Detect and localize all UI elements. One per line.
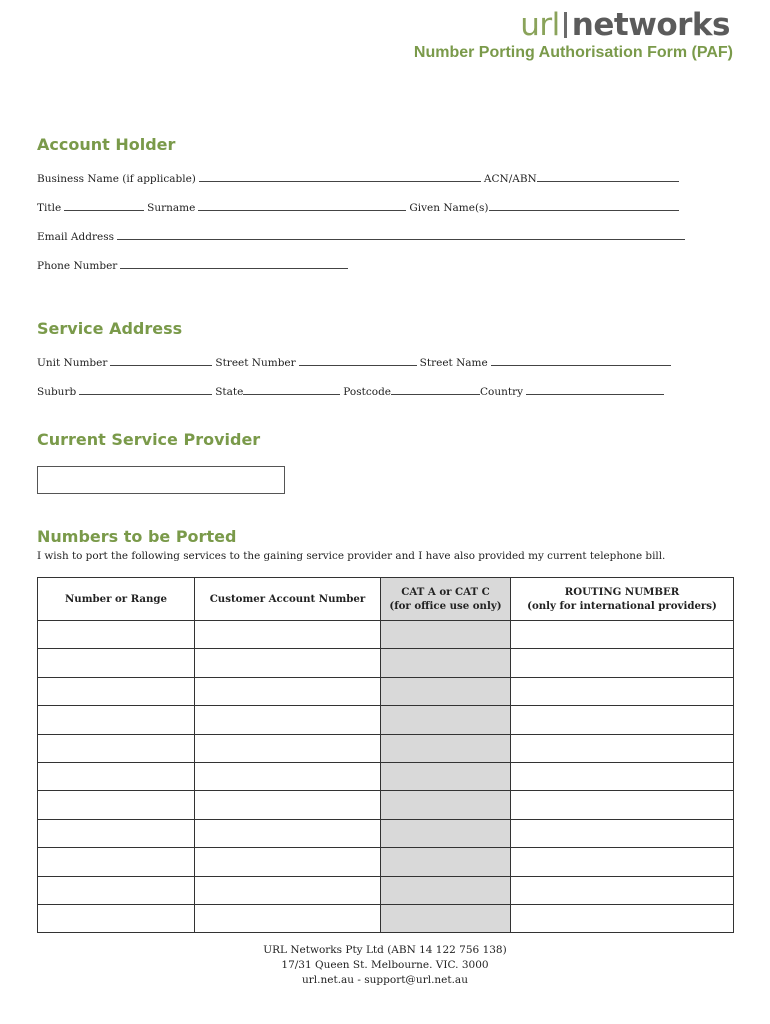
phone-row: [37, 259, 351, 272]
cat-cell: [381, 677, 511, 705]
col-routing-number-sublabel: (only for international providers): [527, 600, 717, 612]
customer-account-number-cell[interactable]: [195, 734, 381, 762]
cat-cell: [381, 791, 511, 819]
col-number-or-range: [38, 578, 195, 621]
country-field[interactable]: [526, 385, 664, 395]
number-or-range-cell[interactable]: [38, 649, 195, 677]
footer: [0, 943, 770, 988]
locality-row: [37, 385, 667, 398]
table-row: [38, 819, 734, 847]
numbers-table: [37, 577, 734, 933]
phone-field[interactable]: [120, 259, 348, 269]
number-or-range-cell[interactable]: [38, 621, 195, 649]
col-customer-account-number: [195, 578, 381, 621]
col-customer-account-number-label: Customer Account Number: [209, 593, 366, 605]
suburb-field[interactable]: [79, 385, 212, 395]
table-row: [38, 621, 734, 649]
current-provider-field[interactable]: [37, 466, 285, 494]
state-field[interactable]: [243, 385, 340, 395]
form-title: Number Porting Authorisation Form (PAF): [413, 44, 733, 61]
number-or-range-cell[interactable]: [38, 848, 195, 876]
number-or-range-cell[interactable]: [38, 819, 195, 847]
table-row: [38, 904, 734, 932]
porting-intro-text: I wish to port the following services to the gaining service provider and I have also provided my current telephone bill.: [37, 550, 666, 562]
customer-account-number-cell[interactable]: [195, 649, 381, 677]
street-name-field[interactable]: [491, 356, 671, 366]
table-row: [38, 848, 734, 876]
acn-abn-label: ACN/ABN: [483, 173, 537, 185]
routing-number-cell[interactable]: [511, 762, 734, 790]
cat-cell: [381, 848, 511, 876]
number-or-range-cell[interactable]: [38, 762, 195, 790]
customer-account-number-cell[interactable]: [195, 848, 381, 876]
name-row: [37, 201, 682, 214]
current-provider-heading: Current Service Provider: [37, 430, 261, 449]
routing-number-cell[interactable]: [511, 677, 734, 705]
unit-number-label: Unit Number: [37, 357, 108, 369]
cat-cell: [381, 649, 511, 677]
col-cat: [381, 578, 511, 621]
routing-number-cell[interactable]: [511, 621, 734, 649]
cat-cell: [381, 621, 511, 649]
routing-number-cell[interactable]: [511, 819, 734, 847]
customer-account-number-cell[interactable]: [195, 904, 381, 932]
street-row: [37, 356, 674, 369]
cat-cell: [381, 762, 511, 790]
routing-number-cell[interactable]: [511, 734, 734, 762]
email-label: Email Address: [37, 231, 114, 243]
state-label: State: [215, 386, 244, 398]
cat-cell: [381, 706, 511, 734]
logo-divider: [564, 12, 567, 38]
surname-label: Surname: [147, 202, 196, 214]
table-row: [38, 876, 734, 904]
business-name-row: [37, 172, 682, 185]
footer-address-line: 17/31 Queen St. Melbourne. VIC. 3000: [281, 959, 489, 971]
table-row: [38, 649, 734, 677]
country-label: Country: [480, 386, 524, 398]
postcode-label: Postcode: [343, 386, 392, 398]
surname-field[interactable]: [198, 201, 406, 211]
customer-account-number-cell[interactable]: [195, 819, 381, 847]
given-names-label: Given Name(s): [409, 202, 489, 214]
footer-contact-line: url.net.au - support@url.net.au: [302, 974, 468, 986]
postcode-field[interactable]: [391, 385, 480, 395]
col-routing-number-label: ROUTING NUMBER: [564, 586, 680, 598]
business-name-label: Business Name (if applicable): [37, 173, 196, 185]
col-routing-number: [511, 578, 734, 621]
table-row: [38, 791, 734, 819]
routing-number-cell[interactable]: [511, 706, 734, 734]
company-logo: [520, 8, 730, 42]
number-or-range-cell[interactable]: [38, 677, 195, 705]
cat-cell: [381, 904, 511, 932]
customer-account-number-cell[interactable]: [195, 706, 381, 734]
routing-number-cell[interactable]: [511, 848, 734, 876]
table-row: [38, 734, 734, 762]
logo-networks-text: networks: [571, 7, 730, 43]
service-address-heading: Service Address: [37, 319, 183, 338]
number-or-range-cell[interactable]: [38, 706, 195, 734]
email-field[interactable]: [117, 230, 685, 240]
given-names-field[interactable]: [489, 201, 679, 211]
number-or-range-cell[interactable]: [38, 734, 195, 762]
logo-url-text: url: [520, 7, 560, 43]
title-field[interactable]: [64, 201, 144, 211]
table-row: [38, 677, 734, 705]
numbers-table-header: [38, 578, 734, 621]
number-or-range-cell[interactable]: [38, 876, 195, 904]
col-number-or-range-label: Number or Range: [64, 593, 168, 605]
col-cat-sublabel: (for office use only): [389, 600, 502, 612]
unit-number-field[interactable]: [110, 356, 212, 366]
number-or-range-cell[interactable]: [38, 791, 195, 819]
table-row: [38, 706, 734, 734]
routing-number-cell[interactable]: [511, 649, 734, 677]
col-cat-label: CAT A or CAT C: [401, 586, 490, 598]
acn-abn-field[interactable]: [537, 172, 679, 182]
phone-label: Phone Number: [37, 260, 118, 272]
business-name-field[interactable]: [199, 172, 481, 182]
title-label: Title: [37, 202, 62, 214]
footer-company-line: URL Networks Pty Ltd (ABN 14 122 756 138): [263, 944, 507, 956]
numbers-heading: Numbers to be Ported: [37, 527, 237, 546]
street-name-label: Street Name: [419, 357, 488, 369]
cat-cell: [381, 876, 511, 904]
customer-account-number-cell[interactable]: [195, 762, 381, 790]
routing-number-cell[interactable]: [511, 904, 734, 932]
routing-number-cell[interactable]: [511, 876, 734, 904]
account-holder-heading: Account Holder: [37, 135, 176, 154]
customer-account-number-cell[interactable]: [195, 876, 381, 904]
table-row: [38, 762, 734, 790]
customer-account-number-cell[interactable]: [195, 621, 381, 649]
routing-number-cell[interactable]: [511, 791, 734, 819]
email-row: [37, 230, 688, 243]
customer-account-number-cell[interactable]: [195, 791, 381, 819]
customer-account-number-cell[interactable]: [195, 677, 381, 705]
cat-cell: [381, 819, 511, 847]
cat-cell: [381, 734, 511, 762]
street-number-label: Street Number: [215, 357, 296, 369]
number-or-range-cell[interactable]: [38, 904, 195, 932]
street-number-field[interactable]: [299, 356, 417, 366]
suburb-label: Suburb: [37, 386, 77, 398]
